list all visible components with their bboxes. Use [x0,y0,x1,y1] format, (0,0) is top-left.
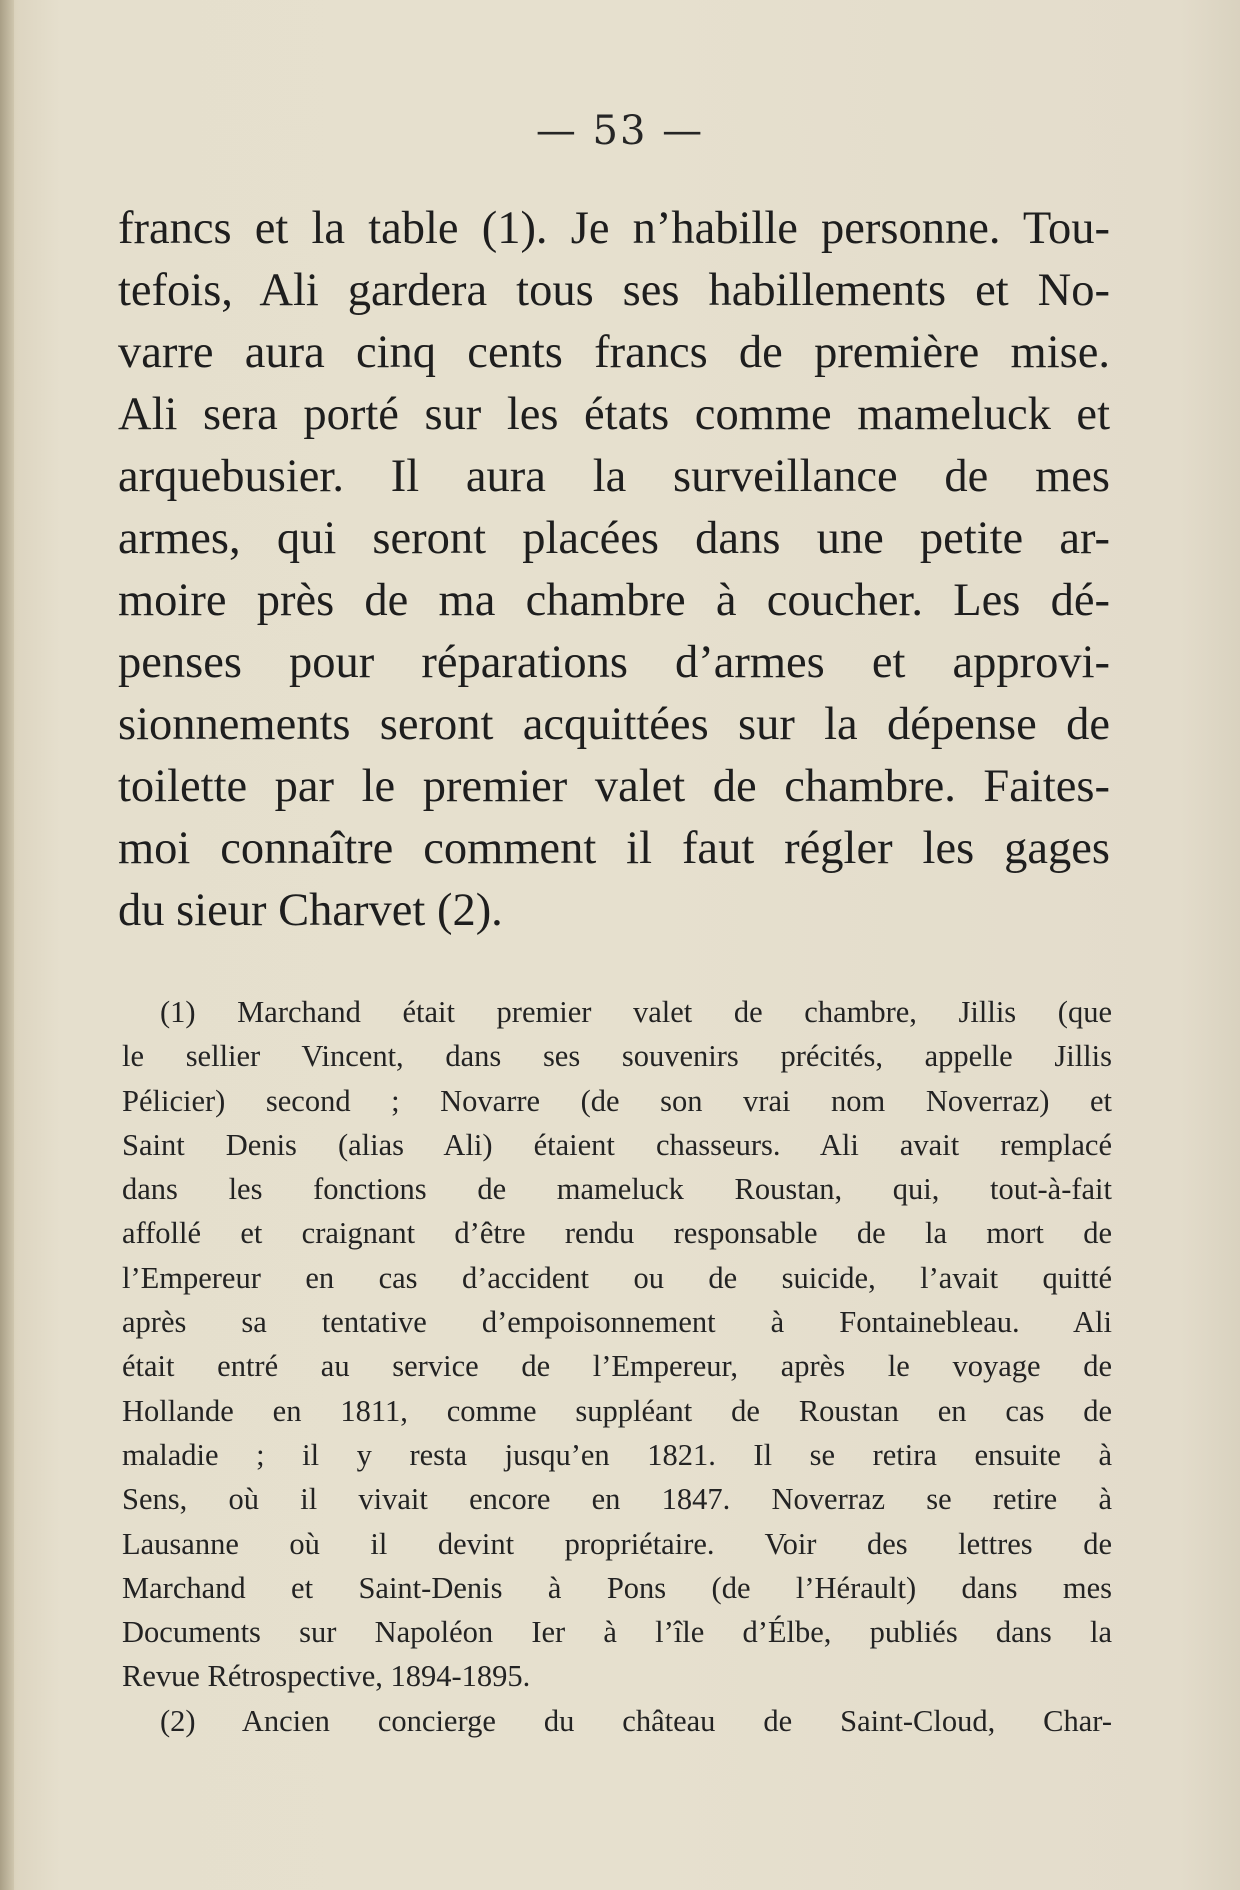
text-line: toilette par le premier valet de chambre. Faites- [118,761,1110,812]
footnote-line: le sellier Vincent, dans ses souvenirs précités, appelle Jillis [122,1039,1112,1074]
footnote-line: (2) Ancien concierge du château de Saint-Cloud, Char- [160,1703,1112,1738]
footnote-line: Lausanne où il devint propriétaire. Voir des lettres de [122,1526,1112,1561]
text-line: du sieur Charvet (2). [118,885,503,936]
footnote-line: Documents sur Napoléon Ier à l’île d’Élbe, publiés dans la [122,1615,1112,1650]
footnote-line: (1) Marchand était premier valet de chambre, Jillis (que [160,995,1112,1029]
footnote-line: Saint Denis (alias Ali) étaient chasseurs. Ali avait remplacé [122,1127,1112,1162]
text-line: sionnements seront acquittées sur la dépense de [118,699,1110,750]
text-line: varre aura cinq cents francs de première mise. [118,327,1110,378]
footnote-line: après sa tentative d’empoisonnement à Fontainebleau. Ali [122,1305,1112,1340]
text-line: moire près de ma chambre à coucher. Les dé- [118,575,1110,626]
text-line: moi connaître comment il faut régler les gages [118,823,1110,874]
text-line: penses pour réparations d’armes et approvi- [118,637,1110,688]
footnote-line: maladie ; il y resta jusqu’en 1821. Il se retira ensuite à [122,1437,1112,1472]
footnote-line: dans les fonctions de mameluck Roustan, qui, tout-à-fait [122,1172,1112,1207]
page-edge [0,0,14,1890]
footnote-line: l’Empereur en cas d’accident ou de suicide, l’avait quitté [122,1260,1112,1295]
page-number: — 53 — [535,108,705,154]
footnote-line: était entré au service de l’Empereur, après le voyage de [122,1349,1112,1384]
footnote-line: Marchand et Saint-Denis à Pons (de l’Hérault) dans mes [122,1570,1112,1605]
text-line: francs et la table (1). Je n’habille personne. Tou- [118,203,1110,254]
text-line: arquebusier. Il aura la surveillance de mes [118,451,1110,502]
footnote-line: Sens, où il vivait encore en 1847. Noverraz se retire à [122,1482,1112,1517]
text-line: armes, qui seront placées dans une petite ar- [118,513,1110,564]
footnote-line: Hollande en 1811, comme suppléant de Roustan en cas de [122,1393,1112,1428]
text-line: Ali sera porté sur les états comme mameluck et [118,389,1110,440]
footnote-line: Revue Rétrospective, 1894-1895. [122,1659,531,1694]
text-line: tefois, Ali gardera tous ses habillements et No- [118,265,1110,316]
footnote-line: Pélicier) second ; Novarre (de son vrai nom Noverraz) et [122,1083,1112,1118]
footnotes [122,990,1112,1743]
main-text [118,198,1110,942]
footnote-line: affollé et craignant d’être rendu responsable de la mort de [122,1216,1112,1251]
